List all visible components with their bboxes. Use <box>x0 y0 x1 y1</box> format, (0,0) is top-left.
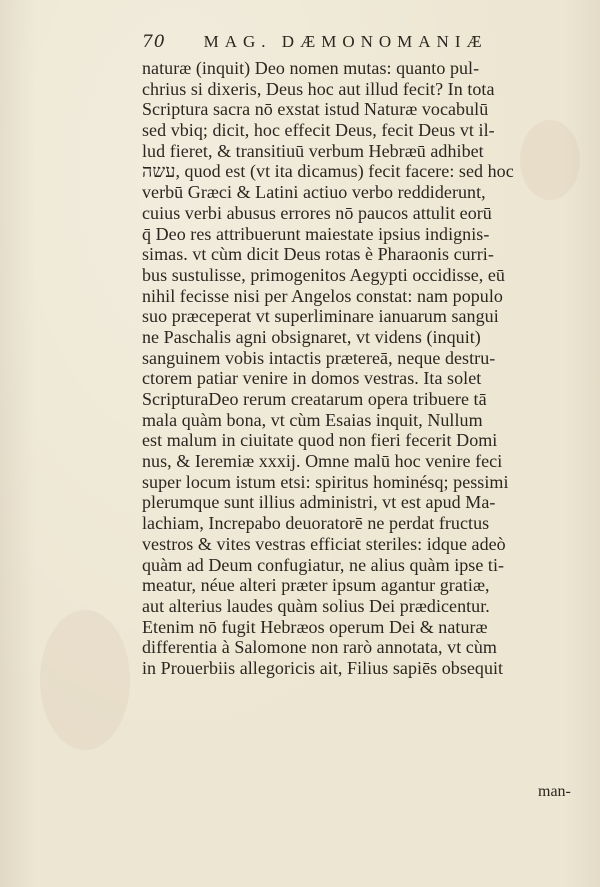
text-line: עשה, quod est (vt ita dicamus) fecit facere: sed hoc <box>142 161 514 182</box>
text-line: vestros & vites vestras efficiat steriles: idque adeò <box>142 533 506 554</box>
text-line: nihil fecisse nisi per Angelos constat: nam populo <box>142 285 503 306</box>
text-line: suo præceperat vt superliminare ianuarum sangui <box>142 306 499 327</box>
text-line: Etenim nō fugit Hebræos operum Dei & naturæ <box>142 616 488 637</box>
text-line: sanguinem vobis intactis prætereā, neque destru- <box>142 347 496 368</box>
text-line: naturæ (inquit) Deo nomen mutas: quanto pul- <box>142 58 480 78</box>
text-line: est malum in ciuitate quod non fieri fecerit Domi <box>142 430 498 451</box>
text-line: ScripturaDeo rerum creatarum opera tribuere tā <box>142 389 487 409</box>
text-line: Scriptura sacra nō exstat istud Naturæ vocabulū <box>142 99 489 120</box>
text-line: ctorem patiar venire in domos vestras. Ita solet <box>142 368 482 389</box>
text-line: ne Paschalis agni obsignaret, vt videns (inquit) <box>142 326 481 347</box>
text-line: mala quàm bona, vt cùm Esaias inquit, Nullum <box>142 409 483 430</box>
text-line: in Prouerbiis allegoricis ait, Filius sapiēs obsequit <box>142 657 504 678</box>
text-line: cuius verbi abusus errores nō paucos attulit eorū <box>142 202 492 223</box>
text-line: super locum istum etsi: spiritus hominésq; pessimi <box>142 471 509 492</box>
text-line: quàm ad Deum confugiatur, ne alius quàm ipse ti- <box>142 554 505 575</box>
text-line: plerumque sunt illius administri, vt est apud Ma- <box>142 492 496 513</box>
catchword: man- <box>538 783 571 800</box>
text-line: lud fieret, & transitiuū verbum Hebræū adhibet <box>142 140 484 161</box>
page-number: 70 <box>142 32 166 52</box>
text-line: aut alterius laudes quàm solius Dei prædicentur. <box>142 595 490 616</box>
text-line: lachiam, Increpabo deuoratorē ne perdat fructus <box>142 513 490 534</box>
text-line: nus, & Ieremiæ xxxij. Omne malū hoc venire feci <box>142 451 503 472</box>
body-text <box>142 58 572 679</box>
text-line: bus sustulisse, primogenitos Aegypti occidisse, eū <box>142 264 505 285</box>
text-line: verbū Græci & Latini actiuo verbo reddiderunt, <box>142 182 486 203</box>
text-line: q̄ Deo res attribuerunt maiestate ipsius indignis- <box>142 223 490 244</box>
page-header <box>142 28 562 56</box>
paper-stain <box>40 610 130 750</box>
running-title: MAG. DÆMONOMANIÆ <box>203 32 488 51</box>
text-line: meatur, néue alteri præter ipsum agantur gratiæ, <box>142 575 490 596</box>
text-line: sed vbiq; dicit, hoc effecit Deus, fecit Deus vt il- <box>142 120 495 141</box>
text-line: chrius si dixeris, Deus hoc aut illud fecit? In tota <box>142 78 495 99</box>
text-line: simas. vt cùm dicit Deus rotas è Pharaonis curri- <box>142 244 494 265</box>
text-line: differentia à Salomone non rarò annotata, vt cùm <box>142 637 497 658</box>
